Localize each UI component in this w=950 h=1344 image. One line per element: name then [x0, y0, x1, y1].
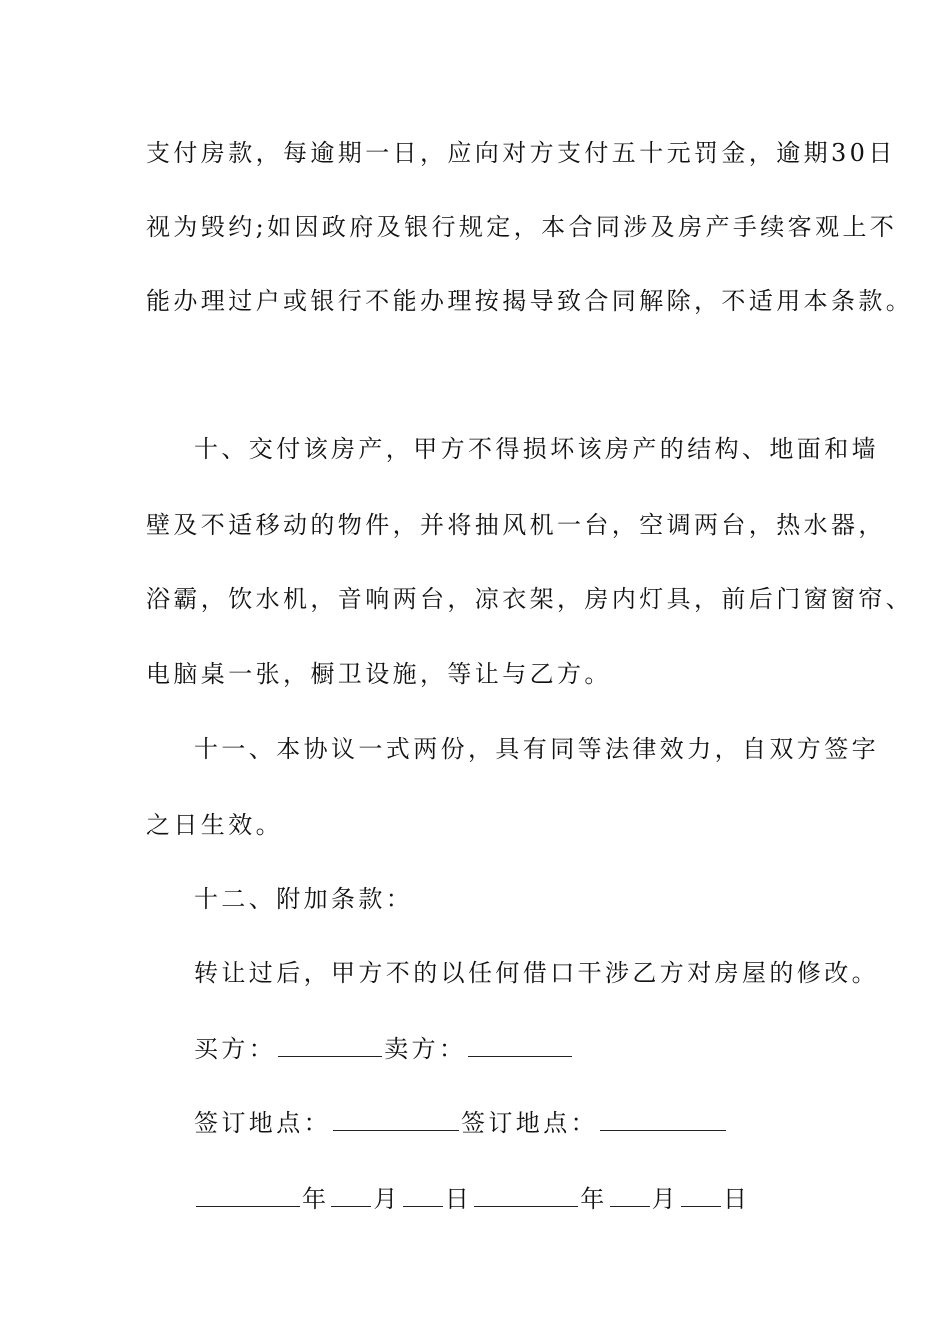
day-blank [681, 1184, 721, 1207]
buyer-blank [278, 1034, 382, 1057]
paragraph-line: 能办理过户或银行不能办理按揭导致合同解除，不适用本条款。 [146, 287, 914, 315]
clause-12-text: 转让过后，甲方不的以任何借口干涉乙方对房屋的修改。 [194, 959, 879, 987]
year-label: 年 [580, 1185, 608, 1213]
seller-blank [468, 1034, 572, 1057]
seller-label: 卖方： [384, 1035, 467, 1063]
year-label: 年 [302, 1185, 330, 1213]
clause-10-line: 壁及不适移动的物件，并将抽风机一台，空调两台，热水器， [146, 511, 886, 539]
place-label: 签订地点： [194, 1109, 331, 1137]
clause-12-title: 十二、附加条款： [194, 885, 414, 913]
clause-10-line: 十、交付该房产，甲方不得损坏该房产的结构、地面和墙 [194, 435, 879, 463]
place-blank [333, 1108, 459, 1131]
buyer-label: 买方： [194, 1035, 277, 1063]
clause-11-line: 十一、本协议一式两份，具有同等法律效力，自双方签字 [194, 735, 879, 763]
month-blank [610, 1184, 650, 1207]
paragraph-line: 视为毁约;如因政府及银行规定，本合同涉及房产手续客观上不 [146, 213, 898, 241]
party-signature-row [194, 1034, 574, 1064]
day-label: 日 [723, 1185, 751, 1213]
year-blank [474, 1184, 578, 1207]
month-blank [331, 1184, 371, 1207]
day-label: 日 [444, 1185, 473, 1213]
day-blank [403, 1184, 443, 1207]
clause-10-line: 浴霸，饮水机，音响两台，凉衣架，房内灯具，前后门窗窗帘、 [146, 585, 914, 613]
clause-11-line: 之日生效。 [146, 811, 283, 839]
date-row [194, 1184, 750, 1214]
month-label: 月 [651, 1185, 680, 1213]
place-signature-row [194, 1108, 728, 1138]
month-label: 月 [373, 1185, 401, 1213]
place-blank [600, 1108, 726, 1131]
place-label: 签订地点： [461, 1109, 598, 1137]
year-blank [196, 1184, 300, 1207]
paragraph-line: 支付房款，每逾期一日，应向对方支付五十元罚金，逾期30日 [146, 139, 896, 167]
clause-10-line: 电脑桌一张，橱卫设施，等让与乙方。 [146, 660, 612, 688]
